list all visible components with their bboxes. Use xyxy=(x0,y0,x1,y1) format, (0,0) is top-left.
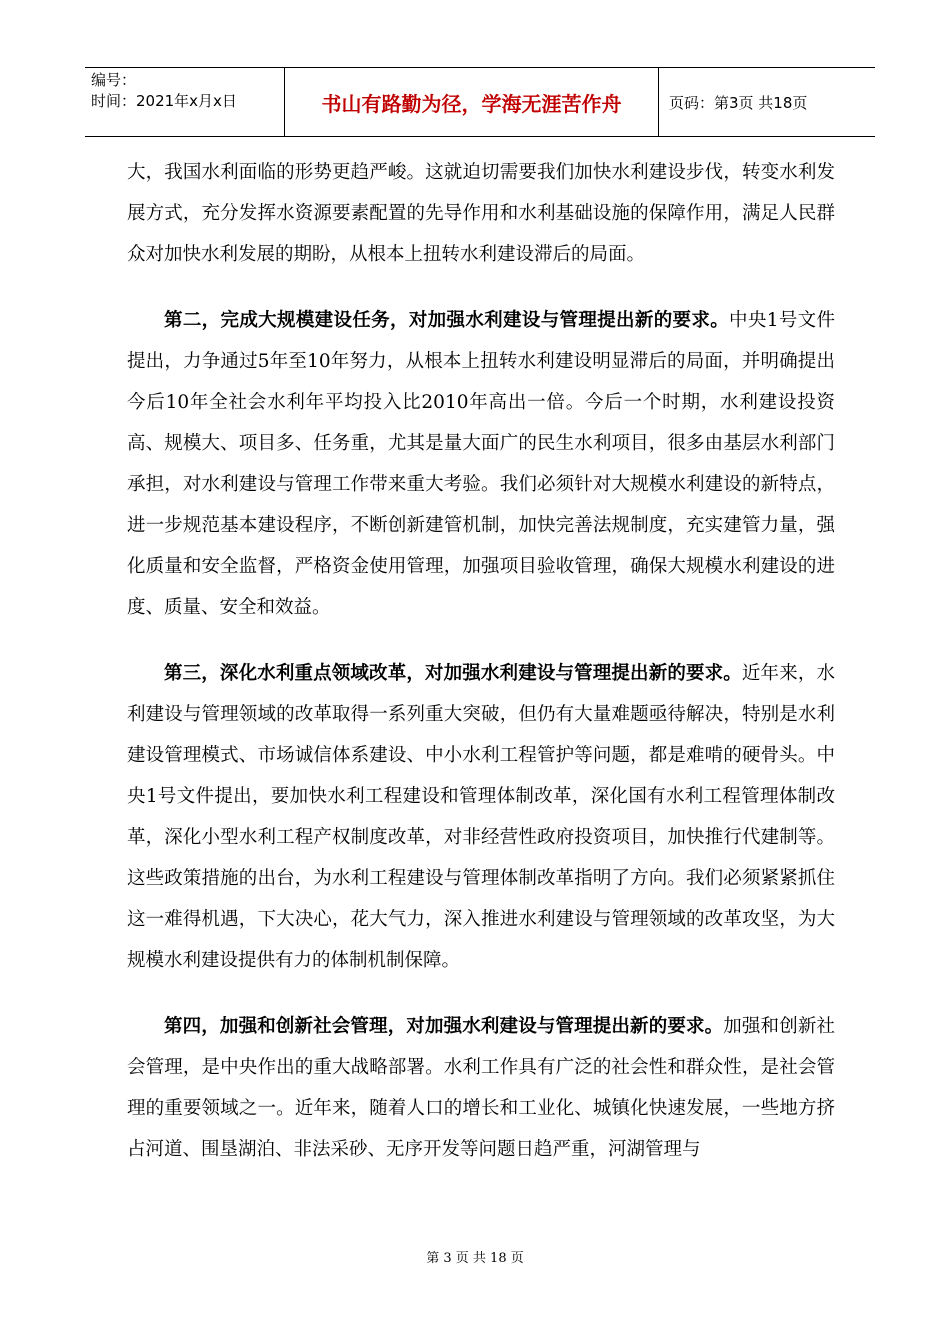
paragraph-heading: 第三，深化水利重点领域改革，对加强水利建设与管理提出新的要求。 xyxy=(164,663,742,684)
paragraph-text: 大，我国水利面临的形势更趋严峻。这就迫切需要我们加快水利建设步伐，转变水利发展方式，充分发挥水资源要素配置的先导作用和水利基础设施的保障作用，满足人民群众对加快水利发展的期盼，从根本上扭转水利建设滞后的局面。 xyxy=(127,162,835,265)
paragraph-text: 近年来，水利建设与管理领域的改革取得一系列重大突破，但仍有大量难题亟待解决，特别是水利建设管理模式、市场诚信体系建设、中小水利工程管护等问题，都是难啃的硬骨头。中央1号文件提出，要加快水利工程建设和管理体制改革，深化国有水利工程管理体制改革，深化小型水利工程产权制度改革，对非经营性政府投资项目，加快推行代建制等。这些政策措施的出台，为水利工程建设与管理体制改革指明了方向。我们必须紧紧抓住这一难得机遇，下大决心，花大气力，深入推进水利建设与管理领域的改革攻坚，为大规模水利建设提供有力的体制机制保障。 xyxy=(127,663,835,971)
page-footer: 第 3 页 共 18 页 xyxy=(426,1251,524,1266)
paragraph-text: 加强和创新社会管理，是中央作出的重大战略部署。水利工作具有广泛的社会性和群众性，是社会管理的重要领域之一。近年来，随着人口的增长和工业化、城镇化快速发展，一些地方挤占河道、围垦湖泊、非法采砂、无序开发等问题日趋严重，河湖管理与 xyxy=(127,1016,835,1160)
header-left-cell xyxy=(85,68,285,136)
paragraph-4 xyxy=(127,1006,835,1170)
header-table xyxy=(85,67,875,137)
document-body xyxy=(127,152,835,1170)
paragraph-heading: 第二，完成大规模建设任务，对加强水利建设与管理提出新的要求。 xyxy=(164,310,730,331)
paragraph-3 xyxy=(127,653,835,981)
number-label: 编号： xyxy=(91,71,137,89)
header-page-info: 页码：第3页 共18页 xyxy=(669,93,808,112)
paragraph-text: 中央1号文件提出，力争通过5年至10年努力，从根本上扭转水利建设明显滞后的局面，并明确提出今后10年全社会水利年平均投入比2010年高出一倍。今后一个时期，水利建设投资高、规模大、项目多、任务重，尤其是量大面广的民生水利项目，很多由基层水利部门承担，对水利建设与管理工作带来重大考验。我们必须针对大规模水利建设的新特点，进一步规范基本建设程序，不断创新建管机制，加快完善法规制度，充实建管力量，强化质量和安全监督，严格资金使用管理，加强项目验收管理，确保大规模水利建设的进度、质量、安全和效益。 xyxy=(127,310,835,618)
time-label: 时间：2021年x月x日 xyxy=(91,92,237,110)
paragraph-1 xyxy=(127,152,835,275)
paragraph-2 xyxy=(127,300,835,628)
header-motto: 书山有路勤为径，学海无涯苦作舟 xyxy=(285,68,659,136)
paragraph-heading: 第四，加强和创新社会管理，对加强水利建设与管理提出新的要求。 xyxy=(164,1016,724,1037)
